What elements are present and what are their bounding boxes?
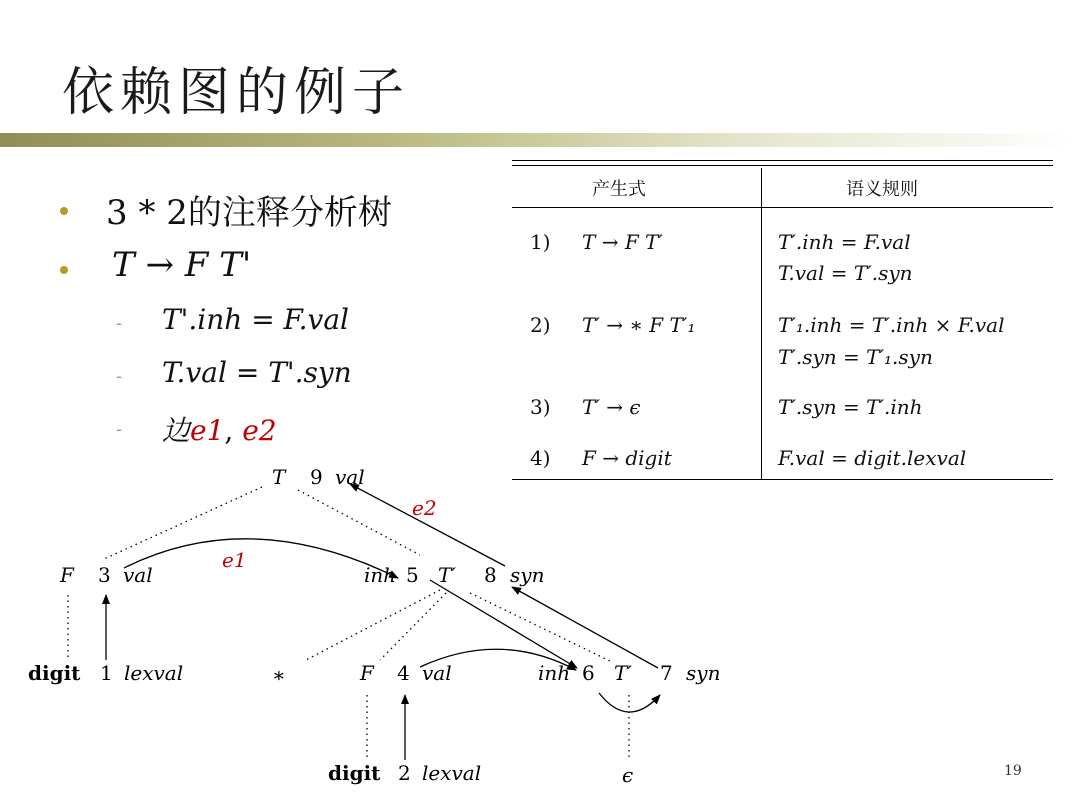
row-number: 1) (530, 230, 551, 254)
bullet-item-annotated-tree: 3 * 2的注释分析树 (106, 193, 392, 233)
sub-bullet-dash: - (116, 419, 123, 440)
parse-tree-edges (68, 487, 629, 760)
bullet-item-production: T → F T' (112, 245, 252, 285)
node-T-prime: T′ (438, 563, 456, 587)
node-T: T (272, 465, 286, 489)
node-number-6: 6 (582, 661, 595, 685)
node-number-7: 7 (660, 661, 673, 685)
row-number: 4) (530, 446, 551, 470)
attr-syn-8: syn (510, 563, 545, 587)
attr-inh-6: inh (538, 661, 571, 685)
row-number: 2) (530, 313, 551, 337)
semantic-rule-cell: T.val = T′.syn (778, 261, 913, 285)
production-cell: T′ → ∗ F T′₁ (582, 313, 696, 337)
row-number: 3) (530, 395, 551, 419)
node-digit: digit (328, 761, 381, 785)
table-header-production: 产生式 (592, 179, 646, 200)
semantic-rule-cell: T′₁.inh = T′.inh × F.val (778, 313, 1005, 337)
attr-val-9: val (335, 465, 365, 489)
edge-label-prefix: 边 (162, 414, 191, 447)
edge-e1-tag: e1 (222, 548, 247, 572)
semantic-rule-cell: T′.inh = F.val (778, 230, 911, 254)
sub-bullet-dash: - (116, 313, 123, 334)
node-star: ∗ (272, 663, 286, 687)
node-number-3: 3 (98, 563, 111, 587)
sub-bullet-dash: - (116, 366, 123, 387)
edge-e1-label: e1 (190, 414, 225, 447)
attr-syn-7: syn (686, 661, 721, 685)
attr-val-3: val (123, 563, 153, 587)
node-number-2: 2 (398, 761, 411, 785)
node-number-8: 8 (484, 563, 497, 587)
node-number-9: 9 (310, 465, 323, 489)
node-F: F (360, 661, 374, 685)
attr-inh-5: inh (364, 563, 397, 587)
semantic-rule-cell: F.val = digit.lexval (778, 446, 967, 470)
edge-e2-tag: e2 (412, 496, 437, 520)
attr-val-4: val (422, 661, 452, 685)
node-digit: digit (28, 661, 81, 685)
node-number-5: 5 (406, 563, 419, 587)
node-T-prime: T′ (614, 661, 632, 685)
attr-lexval-1: lexval (124, 661, 184, 685)
dependency-edges (106, 484, 660, 760)
edge-e2-label: e2 (242, 414, 277, 447)
node-number-4: 4 (397, 661, 410, 685)
table-header-semantic-rules: 语义规则 (846, 179, 918, 200)
attr-lexval-2: lexval (422, 761, 482, 785)
sub-item-val-rule: T.val = T'.syn (162, 356, 352, 389)
production-cell: F → digit (582, 446, 672, 470)
production-cell: T → F T′ (582, 230, 663, 254)
edge-separator: , (224, 414, 243, 447)
node-epsilon: ϵ (622, 763, 634, 787)
production-cell: T′ → ϵ (582, 395, 641, 419)
slide-title: 依赖图的例子 (62, 63, 411, 123)
semantic-rule-cell: T′.syn = T′.inh (778, 395, 923, 419)
node-number-1: 1 (100, 661, 113, 685)
node-F: F (60, 563, 74, 587)
page-number: 19 (1004, 763, 1022, 779)
semantic-rule-cell: T′.syn = T′₁.syn (778, 345, 933, 369)
sub-item-inh-rule: T'.inh = F.val (162, 303, 349, 336)
